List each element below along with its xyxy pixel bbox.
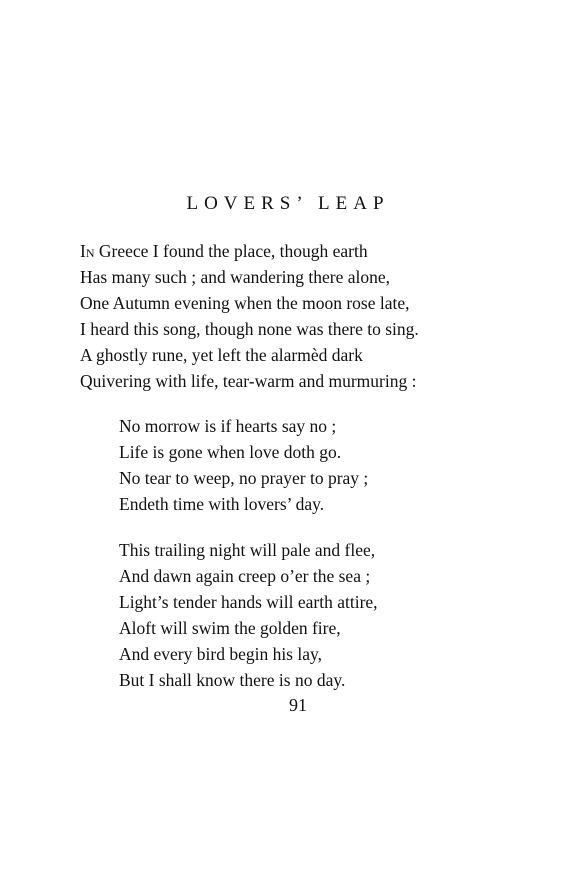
song-line: Life is gone when love doth go. [119,442,342,462]
intro-line-5: A ghostly rune, yet left the alarmèd dark [80,345,363,365]
song-line: Endeth time with lovers’ day. [119,494,325,514]
intro-line-3: One Autumn evening when the moon rose late, [80,293,410,313]
page-number: 91 [289,695,307,715]
intro-line-4: I heard this song, though none was there to sing. [80,319,419,339]
intro-line-1-text: Greece I found the place, though earth [94,241,368,261]
song-line: Aloft will swim the golden fire, [119,618,341,638]
intro-line-1 [80,238,550,264]
song-line: Light’s tender hands will earth attire, [119,592,378,612]
song-line: And dawn again creep o’er the sea ; [119,566,371,586]
intro-stanza [80,238,550,394]
song-line: And every bird begin his lay, [119,644,322,664]
poem-title: LOVERS’ LEAP [186,193,390,214]
song-stanza-1 [119,413,549,517]
song-stanza-2 [119,537,549,693]
intro-line-6: Quivering with life, tear-warm and murmuring : [80,371,417,391]
song-line: No tear to weep, no prayer to pray ; [119,468,369,488]
drop-smallcaps-word: In [80,241,95,261]
song-line: No morrow is if hearts say no ; [119,416,337,436]
song-line: But I shall know there is no day. [119,670,346,690]
song-line: This trailing night will pale and flee, [119,540,376,560]
intro-line-2: Has many such ; and wandering there alone, [80,267,391,287]
